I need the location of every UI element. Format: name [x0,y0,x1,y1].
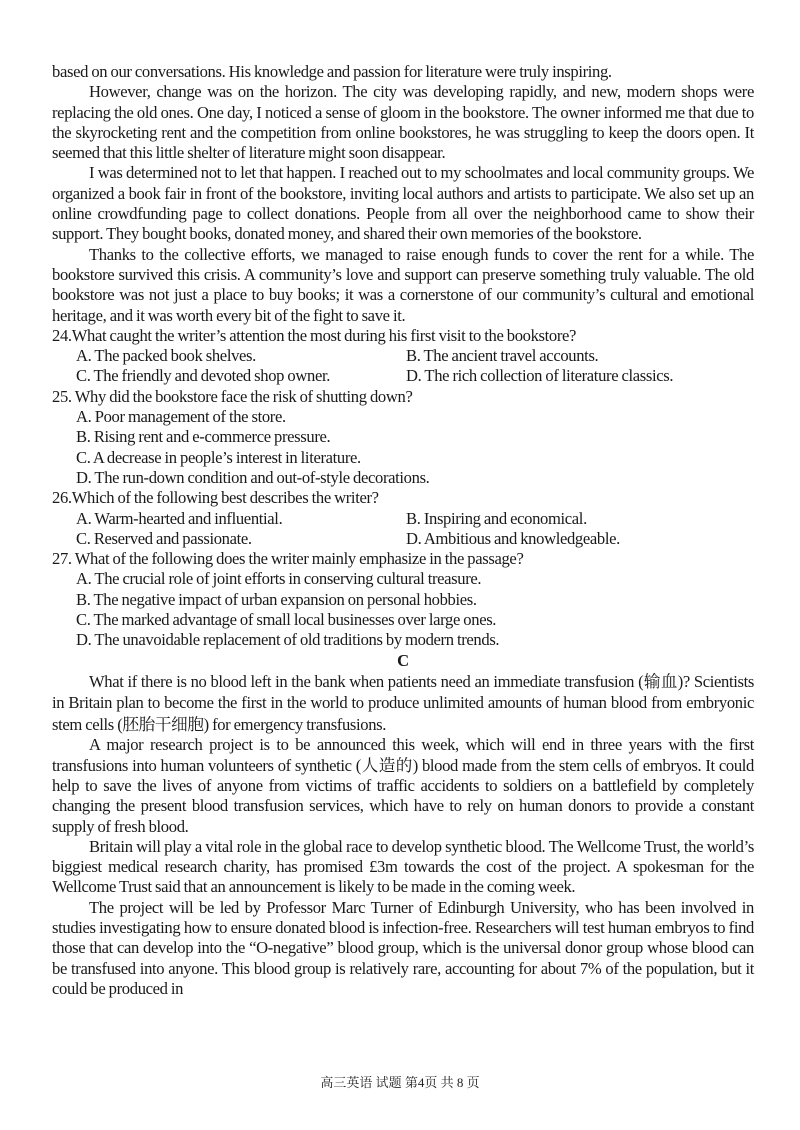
passage-b-paragraph: Thanks to the collective efforts, we managed to raise enough funds to cover the rent for a while. The bookstore survived this crisis. A community’s love and support can preserve something truly valuable. The old bookstore was not just a place to buy books; it was a cornerstone of our community’s cultural and emotional heritage, and it was worth every bit of the fight to save it. [52,244,754,325]
question-stem: 25. Why did the bookstore face the risk of shutting down? [52,386,413,406]
exam-page [52,62,754,999]
option-b: B. Rising rent and e-commerce pressure. [76,427,331,447]
passage-b-paragraph: based on our conversations. His knowledge and passion for literature were truly inspiring. [52,62,612,81]
question-24 [52,326,754,387]
option-a: A. The packed book shelves. [76,346,256,366]
option-b: B. Inspiring and economical. [406,508,587,528]
option-a: A. The crucial role of joint efforts in conserving cultural treasure. [76,569,482,589]
option-d: D. The rich collection of literature classics. [406,366,674,386]
question-stem: 24.What caught the writer’s attention the most during his first visit to the bookstore? [52,325,577,345]
passage-c-paragraph: Britain will play a vital role in the global race to develop synthetic blood. The Wellcome Trust, the world’s biggiest medical research charity, has promised £3m towards the cost of the project. A spokesman for the Wellcome Trust said that an announcement is likely to be made in the coming week. [52,836,754,897]
question-25 [52,387,754,488]
option-c: C. The marked advantage of small local businesses over large ones. [76,610,497,630]
question-26 [52,488,754,549]
option-d: D. Ambitious and knowledgeable. [406,528,620,548]
option-c: C. Reserved and passionate. [76,528,252,548]
question-stem: 26.Which of the following best describes the writer? [52,488,379,508]
question-stem: 27. What of the following does the writer mainly emphasize in the passage? [52,549,524,569]
option-c: C. A decrease in people’s interest in literature. [76,447,361,467]
option-a: A. Warm-hearted and influential. [76,508,283,528]
page-footer: 高三英语 试题 第4页 共 8 页 [320,1075,480,1090]
option-a: A. Poor management of the store. [76,407,286,427]
option-d: D. The run-down condition and out-of-style decorations. [76,467,430,487]
passage-c-paragraph: What if there is no blood left in the bank when patients need an immediate transfusion (输血)? Scientists in Britain plan to become the first in the world to produce unlimited amounts of human blood from embryonic stem cells (胚胎干细胞) for emergency transfusions. [52,671,754,734]
passage-c-paragraph: A major research project is to be announced this week, which will end in three years with the first transfusions into human volunteers of synthetic (人造的) blood made from the stem cells of embryos. It could help to save the lives of anyone from victims of traffic accidents to soldiers on a battlefield by completely changing the present blood transfusion services, which have to rely on human donors to provide a constant supply of fresh blood. [52,735,754,836]
option-b: B. The ancient travel accounts. [406,346,599,366]
section-heading: C [397,650,409,670]
passage-b-paragraph: However, change was on the horizon. The city was developing rapidly, and new, modern shops were replacing the old ones. One day, I noticed a sense of gloom in the bookstore. The owner informed me that due to the skyrocketing rent and the competition from online bookstores, he was struggling to keep the doors open. It seemed that this little shelter of literature might soon disappear. [52,82,754,163]
passage-b-paragraph: I was determined not to let that happen. I reached out to my schoolmates and local community groups. We organized a book fair in front of the bookstore, inviting local authors and artists to participate. We also set up an online crowdfunding page to collect donations. People from all over the neighborhood came to show their support. They bought books, donated money, and shared their own memories of the bookstore. [52,163,754,244]
option-d: D. The unavoidable replacement of old traditions by modern trends. [76,630,500,650]
option-b: B. The negative impact of urban expansion on personal hobbies. [76,589,477,609]
option-c: C. The friendly and devoted shop owner. [76,366,331,386]
passage-c-paragraph: The project will be led by Professor Marc Turner of Edinburgh University, who has been involved in studies investigating how to ensure donated blood is infection-free. Researchers will test human embryos to find those that can develop into the “O-negative” blood group, which is the universal donor group whose blood can be transfused into anyone. This blood group is relatively rare, accounting for about 7% of the population, but it could be produced in [52,897,754,998]
question-27 [52,549,754,650]
